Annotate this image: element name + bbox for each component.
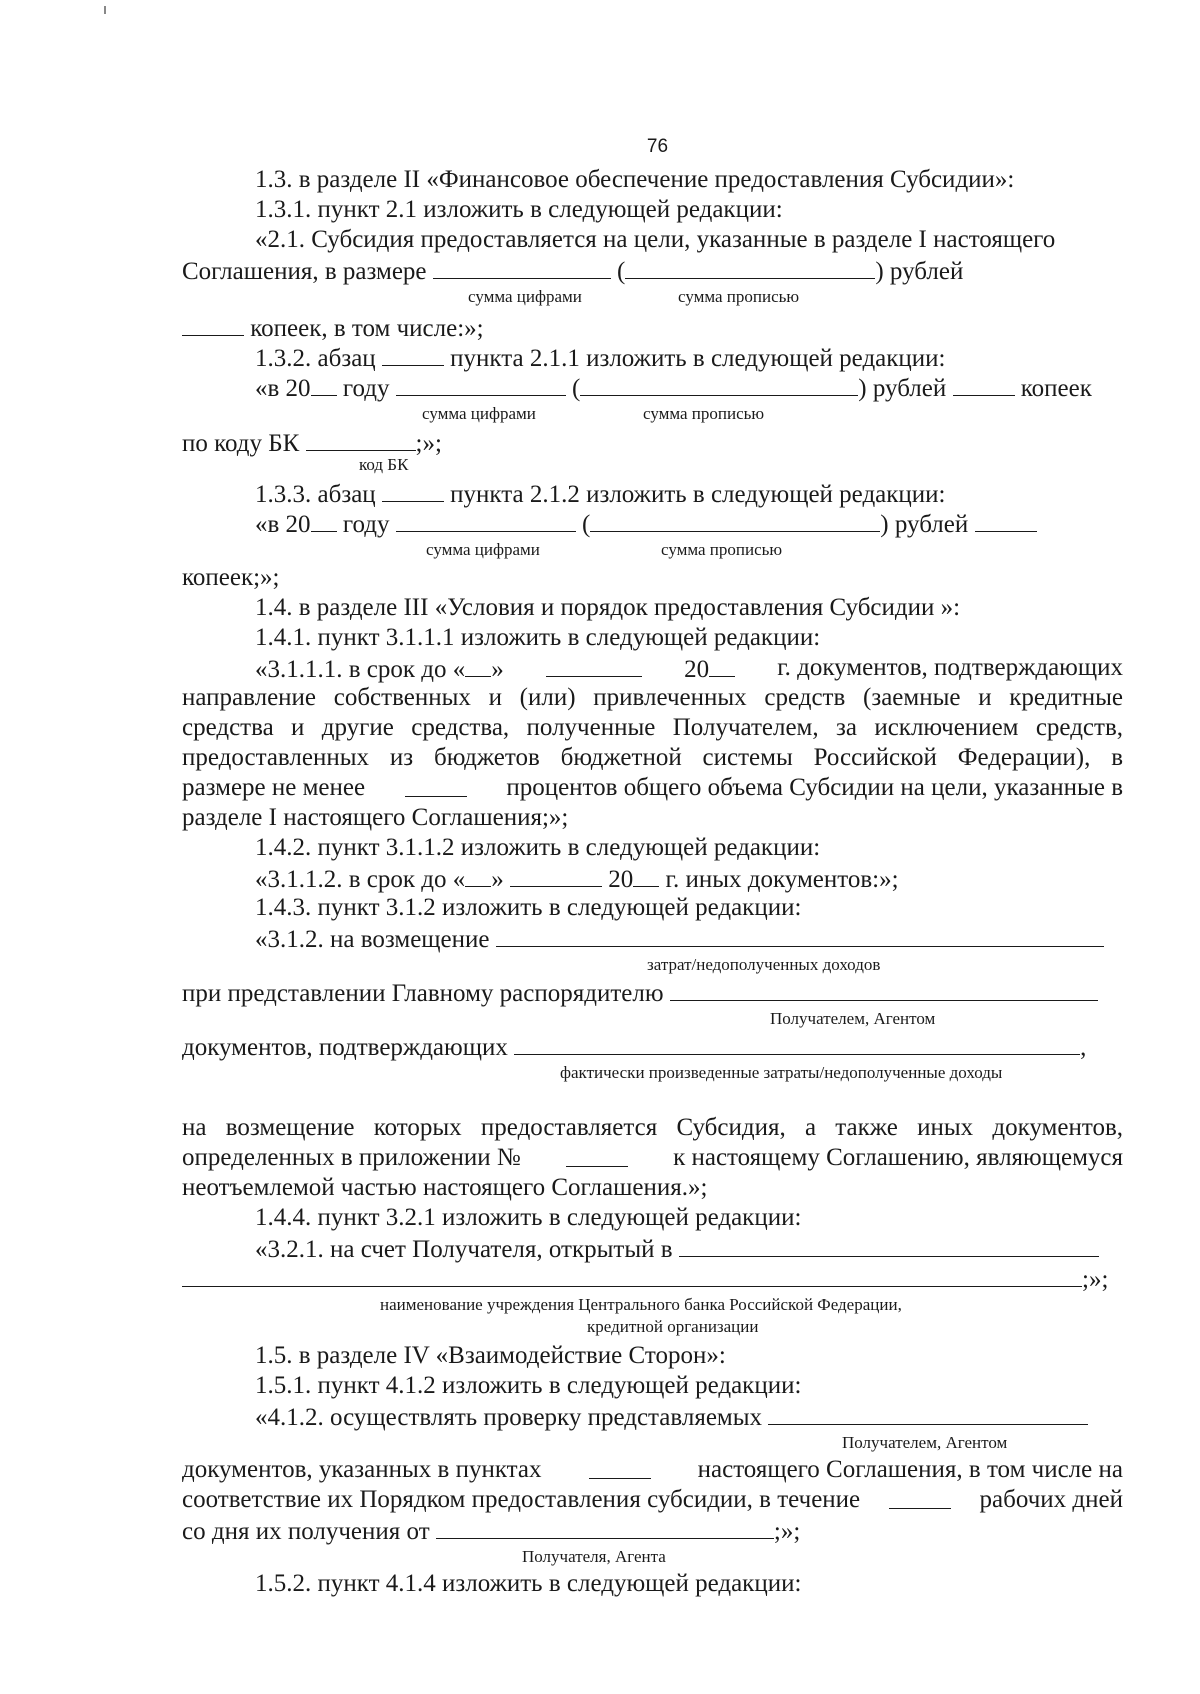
text: настоящего Соглашения, в том числе на <box>697 1456 1123 1483</box>
clauses-blank[interactable] <box>589 1456 651 1479</box>
text: » <box>491 656 504 683</box>
caption-actual-costs: фактически произведенные затраты/недополученные доходы <box>560 1063 1003 1082</box>
submitter-blank[interactable] <box>670 978 1098 1001</box>
amount-digits-blank[interactable] <box>433 256 611 279</box>
text: 1.3.3. абзац <box>255 481 376 508</box>
text: ) рублей <box>858 375 947 402</box>
kopeks-blank[interactable] <box>182 313 244 336</box>
text <box>684 654 735 684</box>
clause-1-5-2: 1.5.2. пункт 4.1.4 изложить в следующей редакции: <box>255 1570 802 1597</box>
text: году <box>342 511 390 538</box>
caption-sum-words: сумма прописью <box>643 404 765 423</box>
caption-costs: затрат/недополученных доходов <box>647 955 881 974</box>
kopeks-line <box>182 313 484 343</box>
clause-3-1-1-2 <box>255 864 899 894</box>
clause-1-4: 1.4. в разделе III «Условия и порядок предоставления Субсидии »: <box>255 594 961 621</box>
clause-1-4-4: 1.4.4. пункт 3.2.1 изложить в следующей редакции: <box>255 1204 802 1231</box>
caption-recipient-agent-gen: Получателя, Агента <box>522 1547 666 1566</box>
text: 20 <box>608 866 634 893</box>
caption-sum-digits: сумма цифрами <box>426 540 540 559</box>
clause-1-4-2: 1.4.2. пункт 3.1.1.2 изложить в следующей редакции: <box>255 834 821 861</box>
text: » <box>491 866 504 893</box>
caption-sum-words: сумма прописью <box>678 287 800 306</box>
clause-1-5: 1.5. в разделе IV «Взаимодействие Сторон»: <box>255 1342 726 1369</box>
received-from-blank[interactable] <box>436 1516 774 1539</box>
caption-sum-digits: сумма цифрами <box>468 287 582 306</box>
text: «3.1.1.1. в срок до « <box>255 656 466 683</box>
month-blank[interactable] <box>546 654 642 677</box>
text: размере не менее <box>182 774 366 801</box>
paragraph-line <box>182 1144 1123 1172</box>
amount-digits-blank[interactable] <box>396 373 566 396</box>
year-amount-line-1 <box>255 373 1092 403</box>
text: «в 20 <box>255 511 311 538</box>
caption-credit-org: кредитной организации <box>587 1317 759 1336</box>
text: 20 <box>684 656 710 683</box>
kopeks-blank[interactable] <box>975 509 1037 532</box>
scan-mark <box>104 6 106 14</box>
text: рабочих дней <box>979 1486 1123 1513</box>
text: ( <box>581 511 591 538</box>
clause-2-1-text <box>255 226 1123 254</box>
page-number: 76 <box>646 136 669 157</box>
text: ) рублей <box>880 511 969 538</box>
paragraph-blank[interactable] <box>382 479 444 502</box>
year-blank[interactable] <box>633 864 659 887</box>
paragraph-line: неотъемлемой частью настоящего Соглашения.»; <box>182 1174 708 1201</box>
caption-sum-words: сумма прописью <box>661 540 783 559</box>
bk-code-blank[interactable] <box>306 428 416 451</box>
appendix-number-blank[interactable] <box>566 1144 628 1167</box>
clause-3-1-2 <box>255 924 1104 954</box>
submission-line <box>182 978 1098 1008</box>
text: копеек, в том числе:»; <box>250 315 484 342</box>
clause-4-1-2 <box>255 1402 1088 1432</box>
clause-1-3-3 <box>255 479 945 509</box>
text: «3.1.2. на возмещение <box>255 926 490 953</box>
text: 1.3.2. абзац <box>255 345 376 372</box>
text: пункта 2.1.2 изложить в следующей редакции: <box>450 481 946 508</box>
text: ( <box>617 258 626 285</box>
bank-name-blank-2[interactable] <box>182 1264 1082 1287</box>
paragraph-line: средства и другие средства, полученные Получателем, за исключением средств, <box>182 714 1123 741</box>
year-blank[interactable] <box>311 373 337 396</box>
text: ( <box>571 375 581 402</box>
text: г. иных документов:»; <box>665 866 899 893</box>
text: по коду БК <box>182 430 300 457</box>
caption-sum-digits: сумма цифрами <box>422 404 536 423</box>
text: ;»; <box>773 1518 801 1545</box>
amount-digits-blank[interactable] <box>396 509 576 532</box>
text: со дня их получения от <box>182 1518 430 1545</box>
text: к настоящему Соглашению, являющемуся <box>673 1144 1123 1171</box>
actual-costs-blank[interactable] <box>514 1032 1080 1055</box>
documents-line <box>182 1032 1086 1062</box>
text: «3.1.1.2. в срок до « <box>255 866 466 893</box>
text: процентов общего объема Субсидии на цели, указанные в <box>506 774 1123 801</box>
amount-words-blank[interactable] <box>580 373 858 396</box>
text: при представлении Главному распорядителю <box>182 980 664 1007</box>
paragraph-line: на возмещение которых предоставляется Субсидия, а также иных документов, <box>182 1114 1123 1141</box>
text: «в 20 <box>255 375 311 402</box>
text: ) рублей <box>875 258 964 285</box>
text: , <box>1080 1034 1087 1061</box>
text: ;»; <box>415 430 442 457</box>
day-blank[interactable] <box>465 654 491 677</box>
text: году <box>342 375 390 402</box>
year-blank[interactable] <box>709 654 735 677</box>
text: копеек <box>1020 375 1092 402</box>
caption-bk-code: код БК <box>359 455 409 474</box>
clause-3-2-1 <box>255 1234 1099 1264</box>
bk-code-line-1 <box>182 428 442 458</box>
text: Соглашения, в размере <box>182 258 427 285</box>
reimbursement-blank[interactable] <box>496 924 1104 947</box>
amount-words-blank[interactable] <box>625 256 875 279</box>
text: определенных в приложении № <box>182 1144 521 1171</box>
bank-name-line <box>182 1264 1108 1294</box>
kopeks-end: копеек;»; <box>182 564 280 591</box>
clause-1-5-1: 1.5.1. пункт 4.1.2 изложить в следующей редакции: <box>255 1372 802 1399</box>
clause-1-4-1: 1.4.1. пункт 3.1.1.1 изложить в следующей редакции: <box>255 624 821 651</box>
text: ;»; <box>1082 1266 1109 1293</box>
day-blank[interactable] <box>465 864 491 887</box>
paragraph-line: предоставленных из бюджетов бюджетной системы Российской Федерации), в <box>182 744 1123 771</box>
kopeks-blank[interactable] <box>953 373 1015 396</box>
clause-3-1-1-1 <box>255 654 1123 684</box>
clause-1-3-2 <box>255 343 945 373</box>
clause-1-3-1: 1.3.1. пункт 2.1 изложить в следующей редакции: <box>255 196 783 223</box>
text: документов, указанных в пунктах <box>182 1456 542 1483</box>
bank-name-blank[interactable] <box>679 1234 1099 1257</box>
paragraph-line: направление собственных и (или) привлеченных средств (заемные и кредитные <box>182 684 1123 711</box>
clause-2-1-amount-line <box>182 256 963 286</box>
days-blank[interactable] <box>889 1486 951 1509</box>
text: пункта 2.1.1 изложить в следующей редакции: <box>450 345 946 372</box>
clause-1-3: 1.3. в разделе II «Финансовое обеспечение предоставления Субсидии»: <box>255 166 1015 193</box>
caption-recipient-agent: Получателем, Агентом <box>842 1433 1008 1452</box>
paragraph-line <box>182 1486 1123 1514</box>
amount-words-blank[interactable] <box>590 509 880 532</box>
paragraph-blank[interactable] <box>382 343 444 366</box>
paragraph-line: разделе I настоящего Соглашения;»; <box>182 804 569 831</box>
month-blank[interactable] <box>510 864 602 887</box>
text: «2.1. Субсидия предоставляется на цели, указанные в разделе I настоящего <box>255 226 1056 253</box>
year-amount-line-2 <box>255 509 1037 539</box>
documents-from-blank[interactable] <box>768 1402 1088 1425</box>
year-blank[interactable] <box>311 509 337 532</box>
text: «3.2.1. на счет Получателя, открытый в <box>255 1236 673 1263</box>
paragraph-line <box>182 1516 800 1546</box>
caption-bank: наименование учреждения Центрального банка Российской Федерации, <box>380 1295 902 1314</box>
clause-1-4-3: 1.4.3. пункт 3.1.2 изложить в следующей редакции: <box>255 894 802 921</box>
caption-recipient-agent: Получателем, Агентом <box>770 1009 936 1028</box>
text: соответствие их Порядком предоставления субсидии, в течение <box>182 1486 861 1513</box>
text: «4.1.2. осуществлять проверку представляемых <box>255 1404 763 1431</box>
text: документов, подтверждающих <box>182 1034 508 1061</box>
text: г. документов, подтверждающих <box>777 654 1123 681</box>
percent-blank[interactable] <box>405 774 467 797</box>
text <box>255 654 504 684</box>
paragraph-line <box>182 1456 1123 1484</box>
paragraph-line <box>182 774 1123 802</box>
